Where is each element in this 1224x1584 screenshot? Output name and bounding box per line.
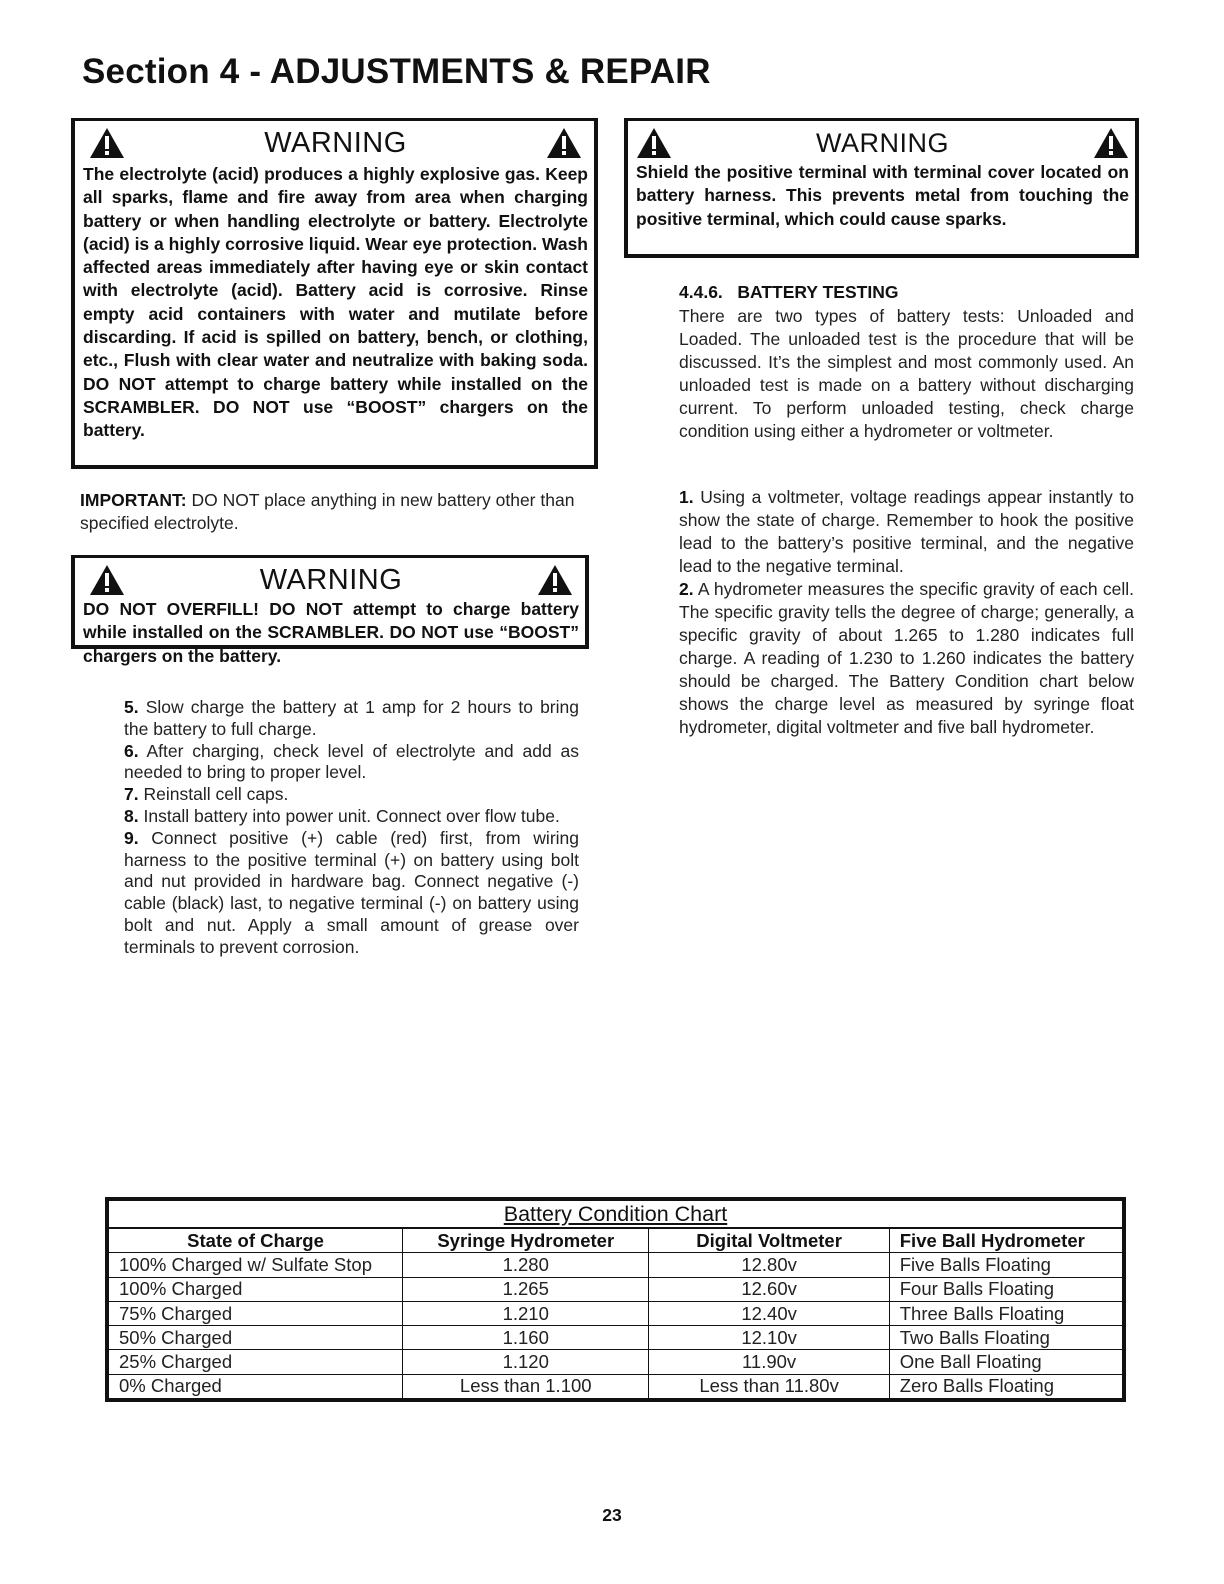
paragraph: There are two types of battery tests: Unloaded and Loaded. The unloaded test is the procedure that will be discussed. It’s the simplest and most commonly used. An unloaded test is made on a battery without discharging current. To perform unloaded testing, check charge condition using either a hydrometer or voltmeter. <box>679 306 1134 441</box>
table-row <box>109 1374 1123 1398</box>
warning-triangle-icon <box>537 564 573 596</box>
table-cell: 0% Charged <box>109 1374 403 1398</box>
list-item <box>679 578 1134 739</box>
charging-steps-list <box>124 697 579 959</box>
table-cell: 1.265 <box>403 1277 649 1301</box>
warning-box-electrolyte <box>71 118 598 469</box>
table-cell: Four Balls Floating <box>889 1277 1122 1301</box>
table-cell: 1.280 <box>403 1253 649 1277</box>
table-cell: Three Balls Floating <box>889 1301 1122 1325</box>
table-cell: Two Balls Floating <box>889 1326 1122 1350</box>
battery-testing-items <box>679 486 1134 739</box>
warning-header <box>83 560 579 598</box>
item-text: Using a voltmeter, voltage readings appear instantly to show the state of charge. Remember to hook the positive lead to the battery’s positive terminal, and the negative lead to the negative terminal. <box>679 487 1134 576</box>
table-cell: Less than 11.80v <box>649 1374 889 1398</box>
step-text: After charging, check level of electrolyte and add as needed to bring to proper level. <box>124 740 579 783</box>
step-number: 9. <box>124 827 139 848</box>
table-cell: 50% Charged <box>109 1326 403 1350</box>
table-row <box>109 1253 1123 1277</box>
table-cell: One Ball Floating <box>889 1350 1122 1374</box>
table-row <box>109 1301 1123 1325</box>
important-text: DO NOT place anything in new battery other than specified electrolyte. <box>80 490 575 533</box>
column-header: State of Charge <box>109 1228 403 1253</box>
table-cell: 1.210 <box>403 1301 649 1325</box>
warning-triangle-icon <box>636 127 672 159</box>
warning-box-terminal <box>624 118 1139 258</box>
item-text: A hydrometer measures the specific gravity of each cell. The specific gravity tells the degree of charge; generally, a specific gravity of about 1.265 to 1.280 indicates full charge. A reading of 1.230 to 1.260 indicates the battery should be charged. The Battery Condition chart below shows the charge level as measured by syringe float hydrometer, digital voltmeter and five ball hydrometer. <box>679 579 1134 737</box>
table-cell: 1.160 <box>403 1326 649 1350</box>
chart-title <box>109 1201 1123 1229</box>
step-text: Slow charge the battery at 1 amp for 2 hours to bring the battery to full charge. <box>124 697 579 739</box>
warning-triangle-icon <box>1093 127 1129 159</box>
step-text: Install battery into power unit. Connect over flow tube. <box>143 805 560 826</box>
list-item <box>124 784 579 806</box>
list-item <box>124 741 579 785</box>
column-header: Five Ball Hydrometer <box>889 1228 1122 1253</box>
warning-triangle-icon <box>89 127 125 159</box>
warning-heading: WARNING <box>259 564 403 596</box>
page-title: Section 4 - ADJUSTMENTS & REPAIR <box>82 52 711 91</box>
warning-triangle-icon <box>89 564 125 596</box>
warning-heading: WARNING <box>816 128 949 158</box>
item-number: 1. <box>679 487 694 507</box>
list-item <box>679 486 1134 578</box>
step-text: Connect positive (+) cable (red) first, from wiring harness to the positive terminal (+) on battery using bolt and nut provided in hardware bag. Connect negative (-) cable (black) last, to negative terminal (-) on battery using bolt and nut. Apply a small amount of grease over terminals to prevent corrosion. <box>124 827 579 957</box>
table-cell: 1.120 <box>403 1350 649 1374</box>
table-row <box>109 1277 1123 1301</box>
important-note <box>80 489 580 535</box>
list-item <box>124 697 579 741</box>
table-cell: Less than 1.100 <box>403 1374 649 1398</box>
table-cell: 11.90v <box>649 1350 889 1374</box>
step-text: Reinstall cell caps. <box>143 784 289 805</box>
page-number: 23 <box>602 1505 622 1525</box>
battery-testing-intro <box>679 305 1134 443</box>
step-number: 8. <box>124 805 139 826</box>
chart-title-text: Battery Condition Chart <box>503 1201 728 1226</box>
item-number: 2. <box>679 579 694 599</box>
column-header: Syringe Hydrometer <box>403 1228 649 1253</box>
table-cell: 100% Charged <box>109 1277 403 1301</box>
warning-text: The electrolyte (acid) produces a highly explosive gas. Keep all sparks, flame and fire away from area when charging battery or when handling electrolyte or battery. Electrolyte (acid) is a highly corrosive liquid. Wear eye protection. Wash affected areas immediately after having eye or skin contact with electrolyte (acid). Battery acid is corrosive. Rinse empty acid containers with water and mutilate before discarding. If acid is spilled on battery, bench, or clothing, etc., Flush with clear water and neutralize with baking soda. DO NOT attempt to charge battery while installed on the SCRAMBLER. DO NOT use “BOOST” chargers on the battery. <box>83 164 588 441</box>
step-number: 5. <box>124 697 139 717</box>
table-cell: 100% Charged w/ Sulfate Stop <box>109 1253 403 1277</box>
table-cell: 12.40v <box>649 1301 889 1325</box>
table-row <box>109 1326 1123 1350</box>
step-number: 7. <box>124 784 139 805</box>
list-item <box>124 806 579 828</box>
battery-condition-table <box>108 1200 1123 1399</box>
warning-header <box>636 123 1129 161</box>
important-label: IMPORTANT: <box>80 490 187 510</box>
list-item <box>124 828 579 959</box>
table-cell: 12.60v <box>649 1277 889 1301</box>
step-number: 6. <box>124 740 139 761</box>
warning-triangle-icon <box>546 127 582 159</box>
column-header: Digital Voltmeter <box>649 1228 889 1253</box>
battery-condition-chart <box>105 1197 1126 1402</box>
table-header-row <box>109 1228 1123 1253</box>
table-cell: 25% Charged <box>109 1350 403 1374</box>
table-cell: Five Balls Floating <box>889 1253 1122 1277</box>
section-heading-battery-testing: 4.4.6. BATTERY TESTING <box>679 282 899 302</box>
warning-text: Shield the positive terminal with terminal cover located on battery harness. This prevents metal from touching the positive terminal, which could cause sparks. <box>636 162 1129 229</box>
table-cell: 12.10v <box>649 1326 889 1350</box>
warning-box-overfill <box>71 555 589 666</box>
table-cell: 75% Charged <box>109 1301 403 1325</box>
warning-header <box>83 123 588 163</box>
table-cell: 12.80v <box>649 1253 889 1277</box>
warning-text: DO NOT OVERFILL! DO NOT attempt to charge battery while installed on the SCRAMBLER. DO NOT use “BOOST” chargers on the battery. <box>83 599 579 666</box>
table-row <box>109 1350 1123 1374</box>
table-cell: Zero Balls Floating <box>889 1374 1122 1398</box>
warning-heading: WARNING <box>264 127 407 159</box>
